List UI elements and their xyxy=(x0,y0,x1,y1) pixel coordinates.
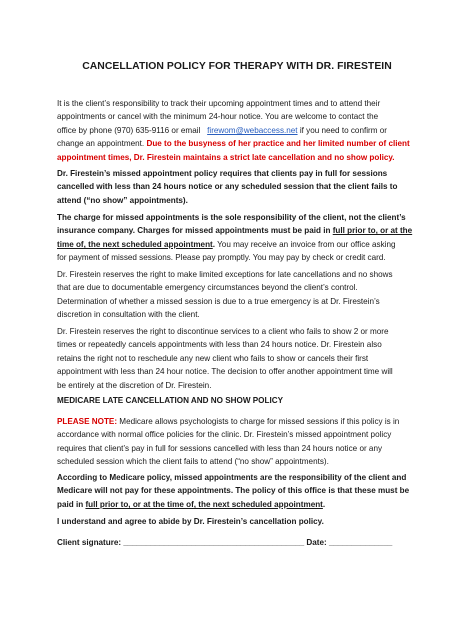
according-line: According to Medicare policy, missed appointments are the responsibility of the client and xyxy=(57,473,407,482)
according-line: Medicare will not pay for these appointments. The policy of this office is that these must be xyxy=(57,486,410,496)
discontinue-line: Dr. Firestein reserves the right to discontinue services to a client who fails to show 2 or more xyxy=(57,327,389,336)
discontinue-line: retains the right not to reschedule any new client who fails to show or cancels their first xyxy=(57,353,369,363)
missed-line: Dr. Firestein’s missed appointment policy requires that clients pay in full for sessions xyxy=(57,169,388,178)
charge-line xyxy=(57,224,419,237)
intro-line: It is the client’s responsibility to track their upcoming appointment times and to attend their xyxy=(57,99,381,108)
policy-warning: Due to the busyness of her practice and her limited number of client xyxy=(146,139,410,149)
discontinue-line: times or repeatedly cancels appointments with less than 24 hours notice. Dr. Firestein also xyxy=(57,340,382,350)
according-text: . xyxy=(322,499,326,509)
charge-text: insurance company. Charges for missed appointments must be paid in xyxy=(57,226,333,236)
intro-line xyxy=(57,124,419,137)
intro-text: change an appointment. xyxy=(57,139,147,149)
medicare-line: requires that client’s pay in full for sessions cancelled with less than 24 hours notice or any xyxy=(57,443,383,453)
medicare-paragraph xyxy=(57,415,419,469)
exceptions-line: that are due to documentable emergency circumstances beyond the client’s control. xyxy=(57,283,358,293)
medicare-line: scheduled session which the client fails to attend (“no show” appointments). xyxy=(57,457,329,467)
please-note-label: PLEASE NOTE: xyxy=(57,417,118,426)
intro-line xyxy=(57,137,419,150)
charge-paragraph xyxy=(57,211,419,265)
signature-row xyxy=(57,536,419,549)
agreement-statement xyxy=(57,515,419,528)
exceptions-line: Dr. Firestein reserves the right to make limited exceptions for late cancellations and no shows xyxy=(57,270,393,279)
exceptions-line: Determination of whether a missed session is due to a true emergency is at Dr. Firestein’s xyxy=(57,296,380,306)
signature-label: Client signature: xyxy=(57,538,124,547)
date-field[interactable]: ______________ xyxy=(328,538,393,547)
signature-field[interactable]: ________________________________________ xyxy=(123,538,305,547)
charge-text: You may receive an invoice from our office asking xyxy=(215,239,396,249)
agreement-text: I understand and agree to abide by Dr. Firestein’s cancellation policy. xyxy=(57,517,324,526)
intro-text: if you need to confirm or xyxy=(297,125,387,135)
charge-underlined: time of, the next scheduled appointment xyxy=(57,239,213,249)
charge-line xyxy=(57,238,419,251)
missed-policy-paragraph xyxy=(57,167,419,207)
according-paragraph xyxy=(57,471,419,511)
medicare-line: accordance with normal office policies for the clinic. Dr. Firestein’s missed appointment policy xyxy=(57,430,392,440)
charge-text: . xyxy=(212,239,216,249)
charge-line: The charge for missed appointments is the sole responsibility of the client, not the client’s xyxy=(57,213,406,222)
intro-line: appointments or cancel with the minimum 24-hour notice. You are welcome to contact the xyxy=(57,112,379,122)
missed-line: cancelled with less than 24 hours notice or any scheduled session that the client fails to xyxy=(57,182,398,192)
charge-underlined: full prior to, or at the xyxy=(332,226,413,236)
medicare-text: Medicare allows psychologists to charge for missed sessions if this policy is in xyxy=(117,417,400,426)
intro-paragraph xyxy=(57,97,419,164)
page-title: CANCELLATION POLICY FOR THERAPY WITH DR. FIRESTEIN xyxy=(82,61,392,72)
according-underlined: full prior to, or at the time of, the next scheduled appointment xyxy=(85,499,323,509)
date-label: Date: xyxy=(304,538,329,547)
charge-line: for payment of missed sessions. Please pay promptly. You may pay by check or credit card. xyxy=(57,253,386,263)
intro-text: office by phone (970) 635-9116 or email xyxy=(57,125,201,135)
according-text: paid in xyxy=(57,499,86,509)
discontinue-paragraph xyxy=(57,325,419,392)
medicare-line xyxy=(57,415,419,428)
discontinue-line: be entirely at the discretion of Dr. Firestein. xyxy=(57,380,212,390)
discontinue-line: appointment with less than 24 hour notice. The decision to offer another appointment time will xyxy=(57,367,393,377)
policy-warning: appointment times, Dr. Firestein maintains a strict late cancellation and no show policy. xyxy=(57,152,395,162)
email-link[interactable]: firewom@webaccess.net xyxy=(207,125,298,135)
exceptions-line: discretion in consultation with the client. xyxy=(57,310,200,320)
medicare-heading xyxy=(57,394,419,407)
missed-line: attend (“no show” appointments). xyxy=(57,195,188,205)
signature-line xyxy=(57,536,419,549)
medicare-heading-text: MEDICARE LATE CANCELLATION AND NO SHOW POLICY xyxy=(57,396,283,405)
exceptions-paragraph xyxy=(57,268,419,322)
according-line xyxy=(57,498,419,511)
